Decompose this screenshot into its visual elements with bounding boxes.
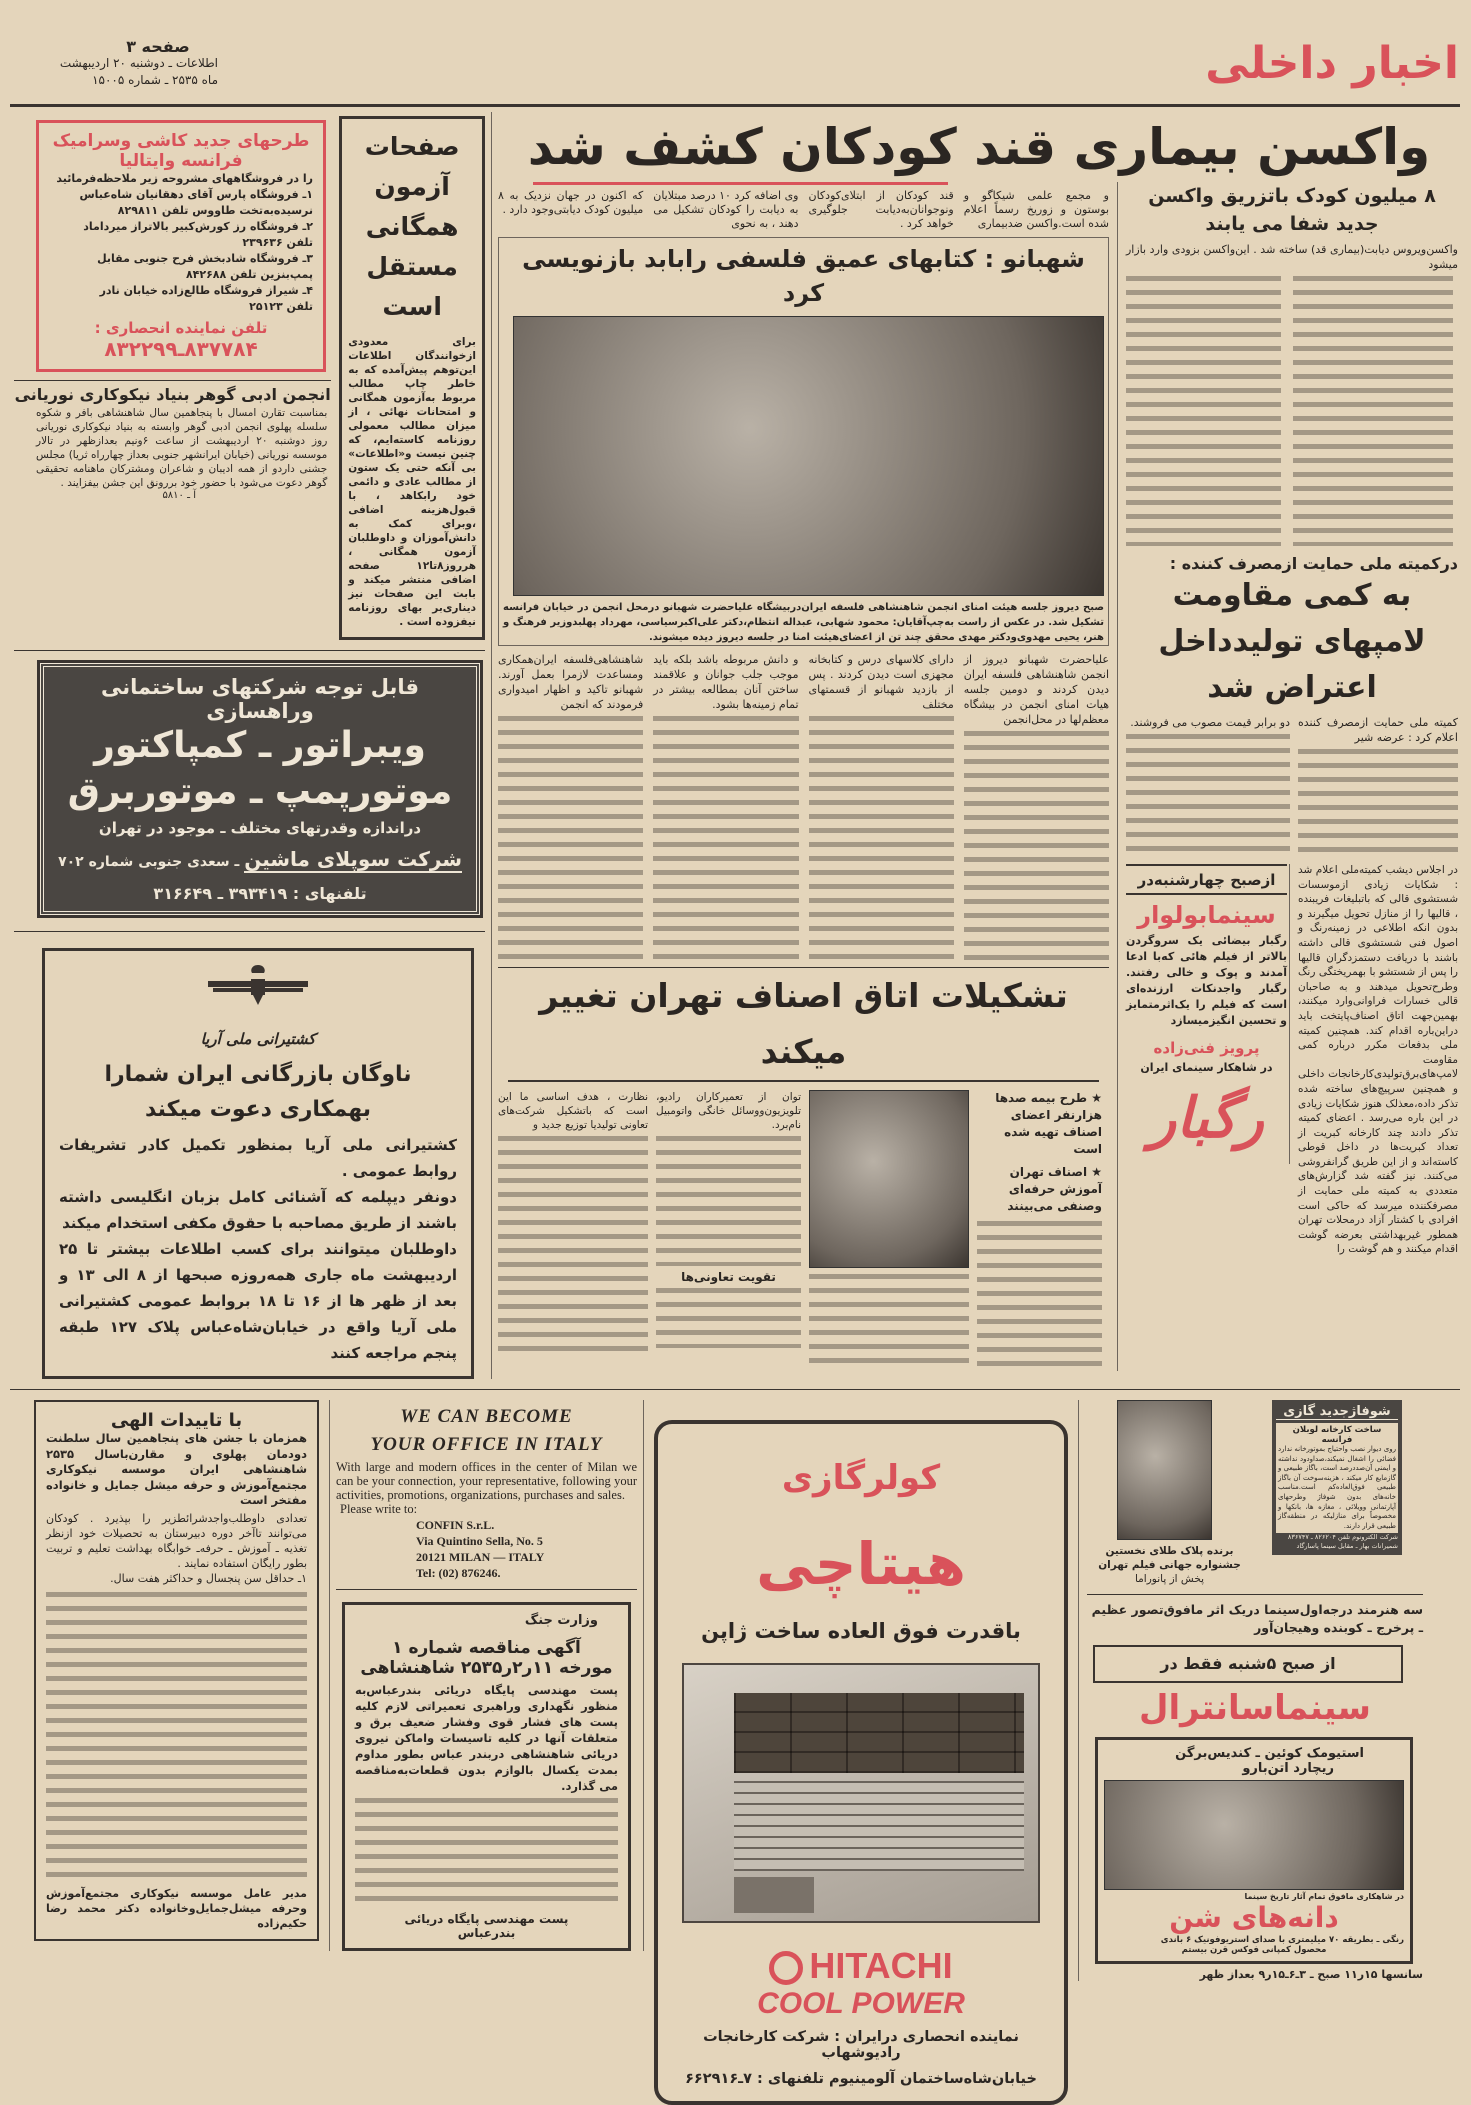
lead-body-text (1126, 276, 1281, 546)
italy-ad (336, 1400, 637, 1581)
exam-body: برای معدودی ازخوانندگان اطلاعات این‌توهم پیش‌آمده که به خاطر چاپ مطالب مربوط به‌آزمون همگانی و امتحانات نهائی ، از میزان مطالب معمولی روزنامه کاسته‌ایم، که چنین نیست و«اطلاعات» بی آنکه حتی یک ستون از مطالب عادی و دائمی خود رابکاهد ، با قبول‌هزینه اضافی ،وبرای کمک به دانش‌آموزان و داوطلبان آزمون همگانی ، هرروز۸تا۱۲ صفحه اضافی منتشر میکند و بابت این صفحات نیز دیناری‌بر بهای روزنامه نیفزوده است . (348, 336, 476, 628)
tile-ad-phones: ۸۳۷۷۸۴ـ۸۳۲۲۹۹ (104, 337, 258, 361)
aria-body: کشتیرانی ملی آریا بمنظور تکمیل کادر تشریفات روابط عمومی . (59, 1136, 457, 1180)
italy-body: With large and modern offices in the center of Milan we can be your connection, your representative, following your activities, promotions, organizations, purchases and sales. (336, 1460, 637, 1502)
store-line: را در فروشگاههای مشروحه زیر ملاحظه‌فرمائید (56, 172, 313, 185)
tile-ad-rep: تلفن نماینده انحصاری : (94, 319, 268, 337)
body-col: علیاحضرت شهبانو دیروز از انجمن شاهنشاهی فلسفه ایران دیدن کردند و دومین جلسه هیات امنای انجمن در بیشگاه معظم‌لها در محل‌انجمن (963, 653, 1109, 726)
hitachi-brand-fa: هیتاچی (756, 1530, 966, 1598)
tender-body-text (355, 1798, 618, 1908)
heater-ad-address: شمیرانات بهار ـ مقابل سینما پاسارگاد (1296, 1542, 1398, 1551)
asnaf-col (809, 1090, 969, 1369)
issue-number: ماه ۲۵۳۵ ـ شماره ۱۵۰۰۵ (92, 73, 218, 87)
tender-date: مورخه ۱۱ر۲ر۲۵۳۵ شاهنشاهی (360, 1658, 613, 1678)
film-title: دانه‌های شن (1169, 1901, 1339, 1934)
heater-ad (1272, 1400, 1402, 1555)
portrait-photo (809, 1090, 969, 1268)
boulevard-masterpiece: در شاهکار سینمای ایران (1140, 1061, 1273, 1074)
lead-body-text (1293, 276, 1453, 546)
centrale-intro: سه هنرمند درجه‌اول‌سینما دریک اثر مافوق‌تصور عظیم ـ پرخرج ـ کوبنده وهیجان‌آور (1091, 1602, 1423, 1635)
cast-line: ریچارد اتن‌بارو (1242, 1761, 1334, 1776)
tender-title: آگهی مناقصه شماره ۱ (392, 1638, 581, 1658)
exam-notice (339, 116, 485, 640)
lead-headline: واکسن بیماری قند کودکان کشف شد (527, 118, 1431, 176)
left-top-row (14, 112, 485, 640)
vibrator-ad (40, 663, 480, 915)
lamps-body-row (1126, 715, 1458, 1257)
body-col: دارای کلاسهای درس و کتابخانه مجهزی است دیدن کردند . پس از بازدید شهبانو از قسمتهای مختلف (808, 653, 954, 711)
hitachi-ad (654, 1420, 1068, 2105)
charity-lead: همزمان با جشن های پنجاهمین سال سلطنت دودمان پهلوی و مقارن‌باسال ۲۵۳۵ شاهنشاهی ایران موسسه نیکوکاری مجتمع‌آموزش و حرفه میشل جمایل و خانواده مفتخر است (46, 1431, 307, 1507)
asnaf-body-text (656, 1136, 801, 1266)
lamps-kicker: درکمیته ملی حمایت ازمصرف کننده : (1169, 554, 1458, 573)
charity-notice (34, 1400, 319, 1941)
hitachi-rep: نماینده انحصاری درایران : شرکت کارخانجات رادیوشهاب (703, 2029, 1019, 2061)
italy-write: Please write to: (340, 1502, 418, 1516)
lamps-body: دو برابر قیمت مصوب می فروشند. (1130, 716, 1290, 729)
lead-intro (498, 189, 1109, 231)
exam-title: صفحات آزمون همگانی مستقل است (364, 132, 460, 321)
film-logo: رگبار (1149, 1086, 1264, 1151)
film-poster-art (1104, 1780, 1404, 1890)
tender-signature: بندرعباس (457, 1926, 516, 1940)
store-line: نرسیده‌به‌تخت طاووس تلفن ۸۲۹۸۱۱ (117, 204, 313, 217)
tender-ministry: وزارت جنگ (524, 1613, 598, 1628)
tile-ad-stores (49, 171, 313, 315)
right-column (1126, 182, 1458, 1257)
divider (10, 1389, 1460, 1390)
aria-body: داوطلبان میتوانند برای کسب اطلاعات بیشتر تا ۲۵ اردیبهشت ماه جاری همه‌روزه صبحها از ۸ الی ۱۳ و بعد از ظهر ها از ۱۶ تا ۱۸ بروابط عمومی کشتیرانی ملی آریا واقع در خیابان‌شاه‌عباس پلاک ۱۲۷ طبقه پنجم مراجعه کنند (59, 1240, 458, 1362)
cool-power-logo: COOL POWER (757, 1987, 965, 2020)
asnaf-body-text (656, 1288, 801, 1348)
shahbanu-body (498, 652, 1109, 961)
bottom-section (10, 1400, 1460, 2105)
heater-ad-sub: ساخت کارخانه لوبلان فرانسه (1292, 1425, 1382, 1445)
gohar-title: انجمن ادبی گوهر بنیاد نیکوکاری نوریانی (14, 385, 331, 404)
asnaf-col (977, 1090, 1102, 1371)
store-line: ۴ـ شیراز فروشگاه طالع‌زاده خیابان نادر (99, 284, 313, 297)
store-line: ۱ـ فروشگاه پارس آقای دهقانیان شاه‌عباس (79, 188, 313, 201)
asnaf-headline: تشکیلات اتاق اصناف تهران تغییر میکند (539, 976, 1068, 1071)
page-number: صفحه ۳ (126, 37, 190, 56)
heater-ad-company: شرکت الکترونوم تلفن ۸۲۶۲۰۴ ـ ۸۳۶۷۴۷ (1287, 1533, 1398, 1542)
boulevard-blurb: رگبار بیضائی یک سروگردن بالاتر از فیلم هائی که‌با ادعا آمدند و پوک و خالی رفتند. رگبار واجدنکات ارزنده‌ای است که فیلم را یک‌اثرمتمایز و تحسین انگیزمیسازد (1126, 934, 1287, 1027)
air-conditioner-image (682, 1663, 1040, 1923)
heater-ad-body: روی دیوار نصب واحتیاج بموتورخانه ندارد فضائی را اشغال نمیکند،صداودود نداشته و ایمنی آن‌صددرصد است، باگاز طبیعی و گازمایع کار میکند ، هزینه‌سوخت آن باگاز طبیعی فوق‌العاده‌کم است‌.مناسب خانه‌های بدون شوفاژ وطرحهای آپارتمانی وویلائی ، مغازه ها، بانکها و مخصوصاً برای منازلیکه در منطقه‌گاز طبیعی قرار دارند. (1278, 1445, 1396, 1530)
lead-body: واکسن‌ویروس دیابت(بیماری قد) ساخته شد . این‌واکسن بزودی وارد بازار میشود (1126, 243, 1458, 271)
vibrator-ad-products: ویبراتور ـ کمپاکتور (94, 725, 426, 766)
film-still-photo (1117, 1400, 1212, 1540)
lamps-left-col (1126, 715, 1290, 1164)
shahbanu-headline: شهبانو : کتابهای عمیق فلسفی رابابد بازنویسی کرد (522, 245, 1085, 307)
film-award: برنده پلاک طلای نخستین جشنواره جهانی فیلم تهران پخش از پانوراما (1087, 1544, 1252, 1586)
lamps-body-text (1126, 734, 1290, 854)
star-icon: ★ (1087, 1165, 1102, 1179)
gohar-body: بمناسبت تقارن امسال با پنجاهمین سال شاهنشاهی بافر و شکوه سلسله پهلوی انجمن ادبی گوهر وابسته به بنیاد نیکوکاری نوریانی روز دوشنبه ۲۰ اردیبهشت از ساعت ۶ونیم بعدازظهر در تالار موسسه نوریانی (خیابان ایرانشهر جنوبی بعداز چهارراه ثریا) مجلس جشنی داردو از همه ادیبان و شاعران ومشترکان ماهنامه تحقیقی گوهر دعوت می‌شود با حضور خود بررونق این جشن بیفزایند . (36, 407, 328, 489)
left-top-stack (14, 112, 331, 501)
ac-vent (734, 1693, 1024, 1773)
intro-col: قند کودکان از ابتلای‌کودکان ونوجوانان‌به‌دیابت جلوگیری خواهد کرد . (808, 189, 954, 230)
vibrator-ad-sizes: دراندازه وقدرتهای مختلف ـ موجود در تهران (98, 819, 422, 837)
lamps-body: کمیته ملی حمایت ازمصرف کننده اعلام کرد : عرضه شیر (1298, 716, 1458, 744)
asnaf-bullet: ★ طرح بیمه صدها هزارنفر اعضای اصناف تهیه شده است (995, 1091, 1102, 1156)
italy-title: YOUR OFFICE IN ITALY (370, 1434, 603, 1455)
hitachi-logo: HITACHI (676, 1945, 1046, 1987)
showtimes: سانسها ۱۵ر۱۱ صبح ـ ۳ـ۶ـ۱۵ر۹ بعداز ظهر (1199, 1968, 1423, 1981)
middle-column (329, 1400, 644, 1951)
body-col: و دانش مربوطه باشد بلکه باید موجب جلب جوانان و علاقمند ساختن آنان بمطالعه بیشتر در تمام زمینه‌ها بشود. (653, 653, 799, 711)
tender-notice (342, 1602, 631, 1951)
divider (508, 1080, 1099, 1082)
boulevard-ad (1126, 864, 1290, 1164)
asnaf-body-text (809, 1274, 969, 1369)
shahbanu-frame (498, 237, 1109, 646)
body-text (809, 716, 954, 961)
asnaf-body: توان از تعمیرکاران رادیو، تلویزیون‌ووسائل خانگی واتومبیل نام‌برد. (656, 1091, 801, 1131)
tile-ad-subtitle: فرانسه وایتالیا (119, 151, 243, 171)
boulevard-kicker: ازصبح چهارشنبه‌در (1126, 864, 1287, 895)
body-text (498, 716, 643, 961)
lamps-headline: به کمی مقاومت لامپهای تولیدداخل اعتراض شد (1158, 578, 1426, 705)
film-studio: محصول کمپانی فوکس قرن بیستم (1181, 1945, 1327, 1955)
centrale-when: از صبح ۵شنبه فقط در (1093, 1645, 1403, 1683)
hitachi-line1: کولرگازی (781, 1458, 941, 1498)
asnaf-body-text (977, 1221, 1102, 1371)
store-line: تلفن ۲۵۱۲۳ (249, 300, 313, 313)
aria-title: بهمکاری دعوت میکند (144, 1097, 372, 1122)
italy-address: CONFIN S.r.L. Via Quintino Sella, No. 5 20121 MILAN — ITALY Tel: (02) 876246. (416, 1518, 545, 1580)
charity-body: تعدادی داوطلب‌واجدشرائطزیر را بپذیرد . کودکان می‌توانند تاآخر دوره دبیرستان به تحصیلات خود ازنظر تغذیه ـ آموزش ـ حرفه‌ـ خوابگاه بهداشت تعلیم و تربیت بطور رایگان استفاده نمایند . (46, 1511, 307, 1570)
lamps-body-text (1298, 749, 1458, 859)
tile-ad-title: طرحهای جدید کاشی وسرامیک (52, 131, 310, 151)
tender-signature: پست مهندسی پایگاه دریائی (404, 1912, 569, 1926)
centrale-cinema: سینماسانترال (1139, 1688, 1371, 1728)
film-still (1087, 1400, 1252, 1586)
asnaf-body-row (498, 1090, 1109, 1371)
intro-col: که اکنون در جهان نزدیک به ۸ میلیون کودک دیابتی‌وجود دارد . (498, 189, 644, 216)
store-line: ۳ـ فروشگاه شادبخش فرح جنوبی مقابل (97, 252, 313, 265)
charity-conditions-text (46, 1592, 307, 1882)
masthead-rule (10, 104, 1460, 107)
divider (14, 931, 485, 932)
boulevard-actor: پرویز فنی‌زاده (1153, 1039, 1260, 1057)
film-distributor: پخش از پانوراما (1134, 1573, 1205, 1585)
film-format: رنگی ـ بطریقه ۷۰ میلیمتری با صدای استریوفونیک ۶ باندی (1160, 1935, 1404, 1945)
aria-logo: کشتیرانی ملی آریا (200, 1030, 316, 1048)
charity-title: با تاییدات الهی (110, 1410, 243, 1431)
body-col: شاهنشاهی‌فلسفه ایران‌همکاری ومساعدت لازمرا بعمل آورند. شهبانو تاکید و اظهار امیدواری فرمودند که انجمن (498, 653, 644, 711)
section-title: اخبار داخلی (1205, 38, 1459, 89)
news-area (492, 112, 1460, 1371)
store-line: ۲ـ فروشگاه رز کورش‌کبیر بالاتراز میرداماد (83, 220, 313, 233)
news-row (498, 182, 1460, 1371)
body-text (653, 716, 798, 961)
star-icon: ★ (1087, 1091, 1102, 1105)
charity-condition: ۱ـ حداقل سن پنجسال و حداکثر هفت سال. (110, 1571, 307, 1585)
photo-caption: صبح دیروز جلسه هیئت امنای انجمن شاهنشاهی فلسفه ایران‌دربیشگاه علیاحضرت شهبانو درمحل انجمن در خیابان فرانسه تشکیل شد. در عکس از راست به‌چپ‌آقایان: محمود شهابی، عبداله انتظام،دکتر علی‌اکبرسیاسی، مهرداد پهلبدوزیر فرهنگ و هنر، یحیی مهدوی‌ودکتر مهدی محقق چند تن از اعضای‌هیئت امنا در جلسه دیروز دیده میشوند. (503, 602, 1104, 643)
top-section (10, 112, 1460, 1379)
intro-col: و مجمع علمی شیکاگو و بوستون و زوریخ رسماً اعلام شده است.واکسن ضدبیماری (963, 189, 1109, 230)
divider (14, 650, 485, 651)
sand-pebbles-ad (1095, 1737, 1413, 1964)
film-tagline: در شاهکاری مافوق تمام آثار تاریخ سینما (1244, 1892, 1404, 1901)
divider (1087, 1594, 1423, 1595)
faravahar-icon (59, 961, 457, 1024)
issue-date: اطلاعات ـ دوشنبه ۲۰ اردیبهشت (59, 56, 218, 70)
left-column (10, 112, 492, 1379)
hitachi-tagline: باقدرت فوق العاده ساخت ژاپن (701, 1619, 1021, 1643)
cast-line: استیومک کوئین ـ کندیس‌برگن (1175, 1746, 1364, 1761)
charity-signature: مدیر عامل موسسه نیکوکاری مجتمع‌آموزش وحرفه میشل‌جمایل‌وخانواده دکتر محمد رضا حکیم‌زاده (46, 1886, 307, 1930)
body-text (964, 731, 1109, 961)
hitachi-address: خیابان‌شاه‌ساختمان آلومینیوم تلفنهای : ۷ـ۶۶۲۹۱۶ (685, 2071, 1037, 2087)
lead-subhead: ۸ میلیون کودک باتزریق واکسن جدید شفا می یابند (1148, 185, 1436, 235)
main-column (498, 182, 1118, 1371)
store-line: پمپ‌بنزین تلفن ۸۴۲۶۸۸ (185, 268, 313, 281)
hitachi-emblem-icon (769, 1951, 803, 1985)
asnaf-subhead: تقویت تعاونی‌ها (681, 1270, 776, 1284)
vibrator-ad-company: شرکت سوپلای ماشین (244, 847, 462, 871)
boulevard-cinema: سینمابولوار (1137, 901, 1276, 929)
heater-ad-title: شوفاژجدید گازی (1276, 1404, 1398, 1420)
ac-controls (734, 1877, 814, 1913)
tile-ad (36, 120, 326, 372)
asnaf-col (498, 1090, 648, 1356)
gohar-code: آ ـ ۵۸۱۰ (162, 490, 196, 501)
asnaf-col (656, 1090, 801, 1348)
divider (14, 380, 331, 381)
ac-grille (734, 1781, 1024, 1871)
vibrator-ad-phones: تلفنهای : ۳۹۳۴۱۹ ـ ۳۱۶۶۴۹ (153, 884, 367, 903)
asnaf-bullet: ★ اصناف تهران آموزش حرفه‌ای وصنفی می‌بینند (1007, 1165, 1102, 1213)
lamps-right-col (1298, 715, 1458, 1257)
store-line: تلفن ۲۳۹۶۳۶ (242, 236, 313, 249)
meeting-photo (513, 316, 1104, 596)
divider (336, 1589, 637, 1590)
lamps-body-continued: در اجلاس دیشب کمیته‌ملی اعلام شد : شکایات زیادی ازموسسات شستشوی قالی که باتبلیغات فریبنده ، قالیها را از منازل تحویل میگیرند و بدون انکه اطلاعی در زمینه‌رنگ و اصول فنی شستشوی قالی داشته باشند با دریافت دستمزدگران قالیها را پس از شستشو با بهمریختگی رنگ وطرح‌تحویل میدهند و به صاحبان قالی خسارات فراوانی‌وارد میکنند، بهمین‌جهت اتاق اصناف‌پایتخت باید دراین‌باره اقدام کند. همچنین کمیته ملی بدفعات مکرر درباره کمی مقاومت لامپ‌های‌برق‌تولیدی‌کارخانجات داخلی و همچنین سرپیچ‌های ساخته شده تذکر داده،معذلک هنوز شکایات زیادی در این باره می‌رسد . اعضای کمیته تذکر دادند چند کارخانه کبریت از تعداد کبریت‌ها در داخل قوطی کاسته‌اند و از این طریق گرانفروشی می‌کنند. نیز گفته شد گزارش‌های متعددی به کمیته ملی حمایت از مصرفکننده میرسد که حاکی است افرادی با کشتار آزاد درمحلات تهران همطور غیربهداشتی بعرضه گوشت اقدام میکنند و هم گوشت را (1298, 864, 1458, 1256)
asnaf-body-text (498, 1136, 648, 1356)
aria-body: دونفر دیپلمه که آشنائی کامل بزبان انگلیسی داشته باشند از طریق مصاحبه با حقوق مکفی استخدام میکند (59, 1188, 457, 1232)
lead-body-row (1126, 276, 1458, 546)
bottom-right-column (1078, 1400, 1423, 1981)
intro-col: وی اضافه کرد ۱۰ درصد مبتلایان به دیابت را کودکان تشکیل می دهند ، به نحوی (653, 189, 799, 230)
asnaf-body: نظارت ، هدف اساسی ما این است که باتشکیل شرکت‌های تعاونی تولیدیا توزیع جدید و (498, 1091, 648, 1131)
page-body (10, 112, 1460, 2105)
vibrator-ad-headline: قابل توجه شرکتهای ساختمانی وراهسازی (101, 675, 419, 723)
film-and-heater-row (1087, 1400, 1423, 1586)
aria-ad (42, 948, 474, 1379)
italy-title: WE CAN BECOME (400, 1406, 573, 1427)
accent-rule (533, 182, 948, 185)
tender-body: پست مهندسی پایگاه دریائی بندرعباس‌به منظور نگهداری وراهبری تعمیراتی لازم کلیه پست های فشار قوی وفشار ضعیف برق و متعلقات آنها در کلیه تاسیسات واماکن نیروی دریائی شاهنشاهی دربندر عباس بطور مداوم بمدت یکسال بالوازم بدون قطعات‌به‌مناقصه می گذارد. (355, 1683, 618, 1793)
issue-info (18, 38, 218, 89)
vibrator-ad-address: ـ سعدی جنوبی شماره ۷۰۲ (58, 854, 240, 870)
aria-title: ناوگان بازرگانی ایران شمارا (104, 1062, 412, 1087)
vibrator-ad-products: موتورپمپ ـ موتوربرق (67, 771, 453, 812)
